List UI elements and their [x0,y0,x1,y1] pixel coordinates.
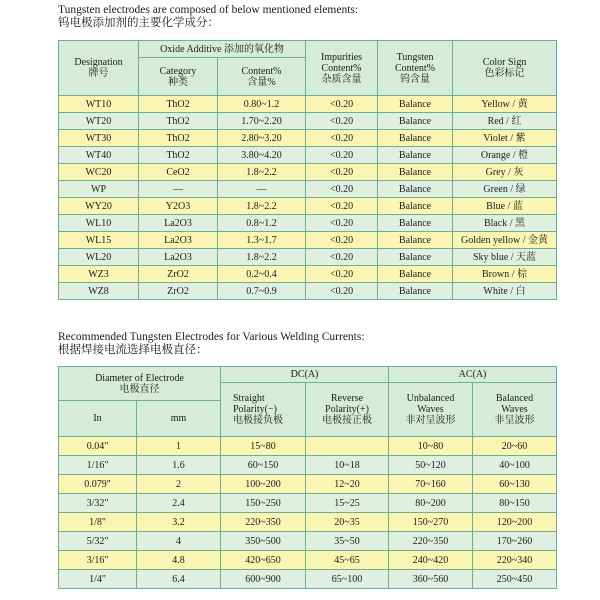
current-row-reverse: 10~18 [306,456,389,475]
current-row-balanced: 20~60 [473,437,557,456]
composition-row [59,198,557,215]
composition-row-impurities: <0.20 [306,96,378,113]
composition-row-category: ThO2 [139,113,218,130]
current-row-in: 1/8" [59,513,137,532]
composition-row-impurities: <0.20 [306,215,378,232]
composition-row-impurities: <0.20 [306,283,378,300]
composition-row-category: ThO2 [139,96,218,113]
current-row-reverse: 20~35 [306,513,389,532]
composition-row-designation: WT10 [59,96,139,113]
current-row-in: 3/32" [59,494,137,513]
current-row-straight: 600~900 [221,570,306,589]
current-row-reverse: 12~20 [306,475,389,494]
category-header: Category 种类 [139,58,218,96]
composition-row-tungsten: Balance [378,215,453,232]
current-row-reverse: 65~100 [306,570,389,589]
composition-row-content: 1.3~1.7 [218,232,306,249]
oxide-additive-header: Oxide Additive 添加的氧化物 [139,41,306,58]
composition-row-designation: WZ8 [59,283,139,300]
current-row-balanced: 250~450 [473,570,557,589]
ac-header: AC(A) [389,367,557,383]
current-row [59,551,557,570]
content-header: Content% 含量% [218,58,306,96]
composition-row-color: Blue / 蓝 [453,198,557,215]
composition-row-tungsten: Balance [378,113,453,130]
composition-row-impurities: <0.20 [306,113,378,130]
composition-row-color: Sky blue / 天蓝 [453,249,557,266]
impurities-header: Impurities Content% 杂质含量 [306,41,378,96]
current-row-reverse: 45~65 [306,551,389,570]
composition-row-impurities: <0.20 [306,232,378,249]
current-row-balanced: 170~260 [473,532,557,551]
composition-row-content: 3.80~4.20 [218,147,306,164]
composition-row-content: 0.2~0.4 [218,266,306,283]
current-row [59,532,557,551]
composition-row [59,283,557,300]
composition-row-impurities: <0.20 [306,164,378,181]
mm-header: mm [137,401,221,437]
composition-row-color: Yellow / 黄 [453,96,557,113]
welding-current-table [58,366,557,589]
composition-row [59,181,557,198]
current-row-in: 1/4" [59,570,137,589]
composition-row-content: 1.70~2.20 [218,113,306,130]
current-row-mm: 3.2 [137,513,221,532]
composition-row-tungsten: Balance [378,283,453,300]
current-row-straight: 220~350 [221,513,306,532]
current-row-unbalanced: 10~80 [389,437,473,456]
composition-row-impurities: <0.20 [306,198,378,215]
composition-row-content: — [218,181,306,198]
composition-row-category: — [139,181,218,198]
composition-row-category: ThO2 [139,130,218,147]
composition-row-impurities: <0.20 [306,147,378,164]
composition-row [59,96,557,113]
current-row-mm: 4 [137,532,221,551]
tungsten-content-header: Tungsten Content% 钨含量 [378,41,453,96]
composition-row [59,130,557,147]
composition-row-designation: WC20 [59,164,139,181]
composition-row-designation: WL15 [59,232,139,249]
current-heading [58,331,365,357]
color-sign-header: Color Sign 色彩标记 [453,41,557,96]
current-row-straight: 100~200 [221,475,306,494]
current-row-mm: 1 [137,437,221,456]
composition-row [59,147,557,164]
reverse-polarity-header: Reverse Polarity(+) 电极接正极 [306,383,389,437]
composition-row-designation: WT30 [59,130,139,147]
composition-row-color: Violet / 紫 [453,130,557,147]
composition-row-designation: WT40 [59,147,139,164]
composition-row-tungsten: Balance [378,181,453,198]
current-row-balanced: 80~150 [473,494,557,513]
composition-row [59,215,557,232]
current-row [59,437,557,456]
current-row-straight: 15~80 [221,437,306,456]
composition-heading-en: Tungsten electrodes are composed of below mentioned elements: [58,4,359,16]
composition-row-content: 1.8~2.2 [218,198,306,215]
current-row-mm: 2 [137,475,221,494]
balanced-waves-header: Balanced Waves 非呈波形 [473,383,557,437]
composition-row-category: La2O3 [139,215,218,232]
straight-polarity-header: Straight Polarity(−) 电极接负极 [221,383,306,437]
current-row-unbalanced: 50~120 [389,456,473,475]
composition-heading [58,4,358,30]
composition-row [59,113,557,130]
composition-row-designation: WZ3 [59,266,139,283]
current-row [59,456,557,475]
current-row-mm: 2.4 [137,494,221,513]
composition-row [59,266,557,283]
composition-row-category: CeO2 [139,164,218,181]
designation-header: Designation 牌号 [59,41,139,96]
composition-row-tungsten: Balance [378,232,453,249]
composition-row-color: Brown / 棕 [453,266,557,283]
composition-row-category: La2O3 [139,249,218,266]
current-row-straight: 150~250 [221,494,306,513]
composition-row-designation: WT20 [59,113,139,130]
current-row-straight: 350~500 [221,532,306,551]
composition-heading-zh: 钨电极添加剂的主要化学成分： [58,17,219,29]
composition-row-category: ThO2 [139,147,218,164]
current-row-unbalanced: 240~420 [389,551,473,570]
current-row-mm: 4.8 [137,551,221,570]
composition-row-color: White / 白 [453,283,557,300]
current-row-in: 5/32" [59,532,137,551]
current-row-in: 0.04" [59,437,137,456]
composition-row-content: 2.80~3.20 [218,130,306,147]
composition-row-color: Orange / 橙 [453,147,557,164]
composition-table [58,40,557,300]
composition-row-content: 0.8~1.2 [218,215,306,232]
composition-row-color: Red / 红 [453,113,557,130]
current-row-straight: 420~650 [221,551,306,570]
current-heading-en: Recommended Tungsten Electrodes for Various Welding Currents: [58,331,365,343]
current-row-balanced: 60~130 [473,475,557,494]
composition-row-content: 0.7~0.9 [218,283,306,300]
current-row [59,494,557,513]
current-row-in: 0.079" [59,475,137,494]
composition-row-tungsten: Balance [378,164,453,181]
current-row [59,570,557,589]
diameter-header: Diameter of Electrode 电极直径 [59,367,221,401]
composition-row-impurities: <0.20 [306,249,378,266]
composition-row-tungsten: Balance [378,266,453,283]
composition-row-tungsten: Balance [378,96,453,113]
composition-row-designation: WL20 [59,249,139,266]
current-row-reverse: 35~50 [306,532,389,551]
composition-row-color: Black / 黑 [453,215,557,232]
composition-row-color: Grey / 灰 [453,164,557,181]
composition-row-impurities: <0.20 [306,266,378,283]
composition-row-designation: WP [59,181,139,198]
composition-row-tungsten: Balance [378,198,453,215]
composition-row [59,164,557,181]
composition-row-category: ZrO2 [139,283,218,300]
composition-row-content: 1.8~2.2 [218,249,306,266]
composition-row-impurities: <0.20 [306,130,378,147]
dc-header: DC(A) [221,367,389,383]
current-row-mm: 1.6 [137,456,221,475]
composition-row-designation: WL10 [59,215,139,232]
composition-row-tungsten: Balance [378,130,453,147]
composition-row-color: Green / 绿 [453,181,557,198]
current-heading-zh: 根据焊接电流选择电极直径： [58,344,208,356]
composition-row-tungsten: Balance [378,249,453,266]
current-row-unbalanced: 80~200 [389,494,473,513]
current-row-in: 1/16" [59,456,137,475]
current-row-unbalanced: 70~160 [389,475,473,494]
composition-row-impurities: <0.20 [306,181,378,198]
current-row-straight: 60~150 [221,456,306,475]
composition-row [59,232,557,249]
composition-row-category: Y2O3 [139,198,218,215]
composition-row-content: 0.80~1.2 [218,96,306,113]
current-row [59,513,557,532]
current-row-balanced: 120~200 [473,513,557,532]
current-row-balanced: 220~340 [473,551,557,570]
composition-row-tungsten: Balance [378,147,453,164]
current-row-reverse: 15~25 [306,494,389,513]
composition-row-category: La2O3 [139,232,218,249]
current-row-in: 3/16" [59,551,137,570]
current-row-balanced: 40~100 [473,456,557,475]
current-row [59,475,557,494]
composition-row-color: Golden yellow / 金黄 [453,232,557,249]
composition-row [59,249,557,266]
current-row-unbalanced: 360~560 [389,570,473,589]
current-row-mm: 6.4 [137,570,221,589]
current-row-unbalanced: 150~270 [389,513,473,532]
inch-header: In [59,401,137,437]
unbalanced-waves-header: Unbalanced Waves 非对呈波形 [389,383,473,437]
composition-row-category: ZrO2 [139,266,218,283]
composition-row-designation: WY20 [59,198,139,215]
composition-row-content: 1.8~2.2 [218,164,306,181]
current-row-reverse [306,437,389,456]
current-row-unbalanced: 220~350 [389,532,473,551]
